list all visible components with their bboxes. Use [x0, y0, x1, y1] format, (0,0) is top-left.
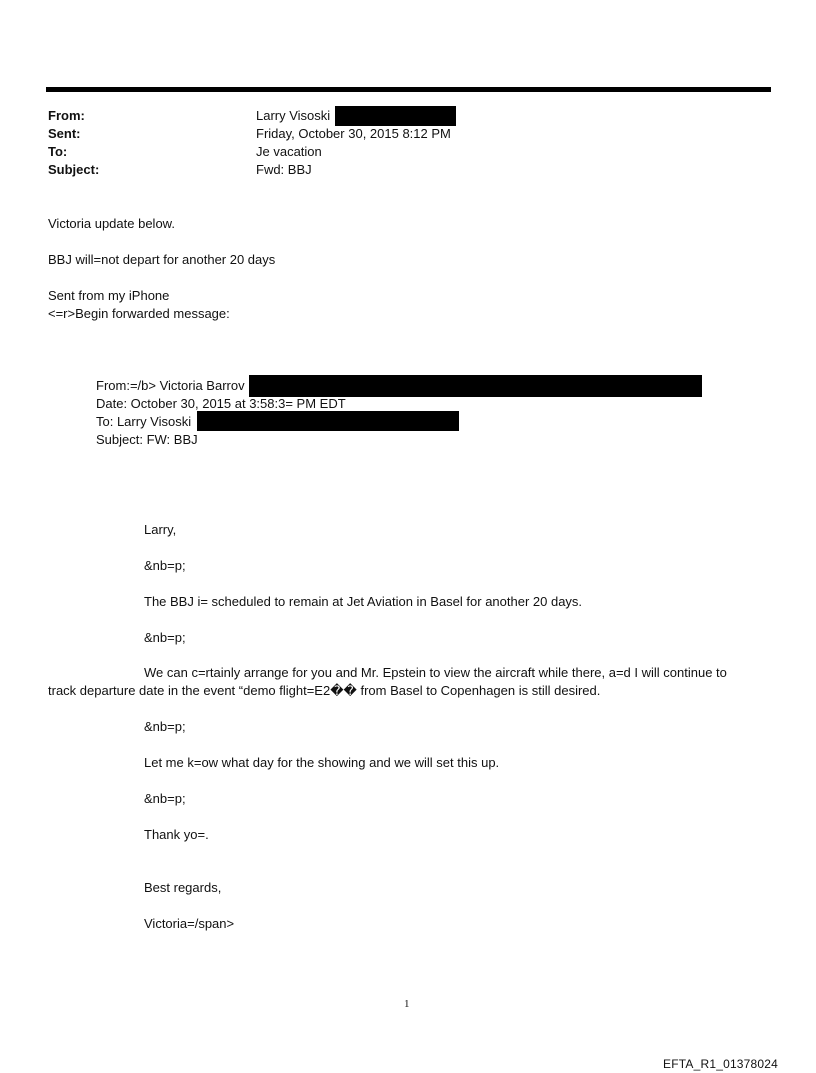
- body-line-update: Victoria update below.: [48, 216, 175, 231]
- sent-value: Friday, October 30, 2015 8:12 PM: [256, 126, 451, 141]
- fwd-date: Date: October 30, 2015 at 3:58:3= PM EDT: [96, 396, 346, 411]
- msg-nbsp-2: &nb=p;: [144, 630, 186, 645]
- to-label: To:: [48, 144, 68, 159]
- subject-value: Fwd: BBJ: [256, 162, 312, 177]
- msg-signature: Victoria=/span>: [144, 916, 235, 931]
- msg-paragraph-3: Let me k=ow what day for the showing and we will set this up.: [144, 755, 500, 770]
- body-line-depart: BBJ will=not depart for another 20 days: [48, 252, 276, 267]
- to-value: Je vacation: [256, 144, 322, 159]
- page-number: 1: [404, 998, 410, 1010]
- msg-nbsp-3: &nb=p;: [144, 719, 186, 734]
- body-line-forwarded: <=r>Begin forwarded message:: [48, 306, 230, 321]
- bates-number: EFTA_R1_01378024: [663, 1057, 779, 1071]
- fwd-to: To: Larry Visoski: [96, 414, 192, 429]
- subject-label: Subject:: [48, 162, 100, 177]
- from-label: From:: [48, 108, 85, 123]
- msg-paragraph-2-line-2: track departure date in the event “demo flight=E2�� from Basel to Copenhagen is still desired.: [48, 683, 601, 698]
- msg-greeting: Larry,: [144, 522, 177, 537]
- msg-closing: Best regards,: [144, 880, 222, 895]
- fwd-subject: Subject: FW: BBJ: [96, 432, 198, 447]
- redaction-fwd-to: [197, 411, 459, 431]
- fwd-from: From:=/b> Victoria Barrov: [96, 378, 245, 393]
- sent-label: Sent:: [48, 126, 81, 141]
- msg-paragraph-2-line-1: We can c=rtainly arrange for you and Mr. Epstein to view the aircraft while there, a=d I will continue to: [144, 665, 727, 680]
- msg-nbsp-4: &nb=p;: [144, 791, 186, 806]
- from-value: Larry Visoski: [256, 108, 331, 123]
- msg-nbsp-1: &nb=p;: [144, 558, 186, 573]
- header-rule: [46, 87, 771, 92]
- redaction-from-email: [335, 106, 456, 126]
- msg-paragraph-4: Thank yo=.: [144, 827, 209, 842]
- msg-paragraph-1: The BBJ i= scheduled to remain at Jet Aviation in Basel for another 20 days.: [144, 594, 583, 609]
- body-line-iphone: Sent from my iPhone: [48, 288, 170, 303]
- redaction-fwd-from: [249, 375, 702, 397]
